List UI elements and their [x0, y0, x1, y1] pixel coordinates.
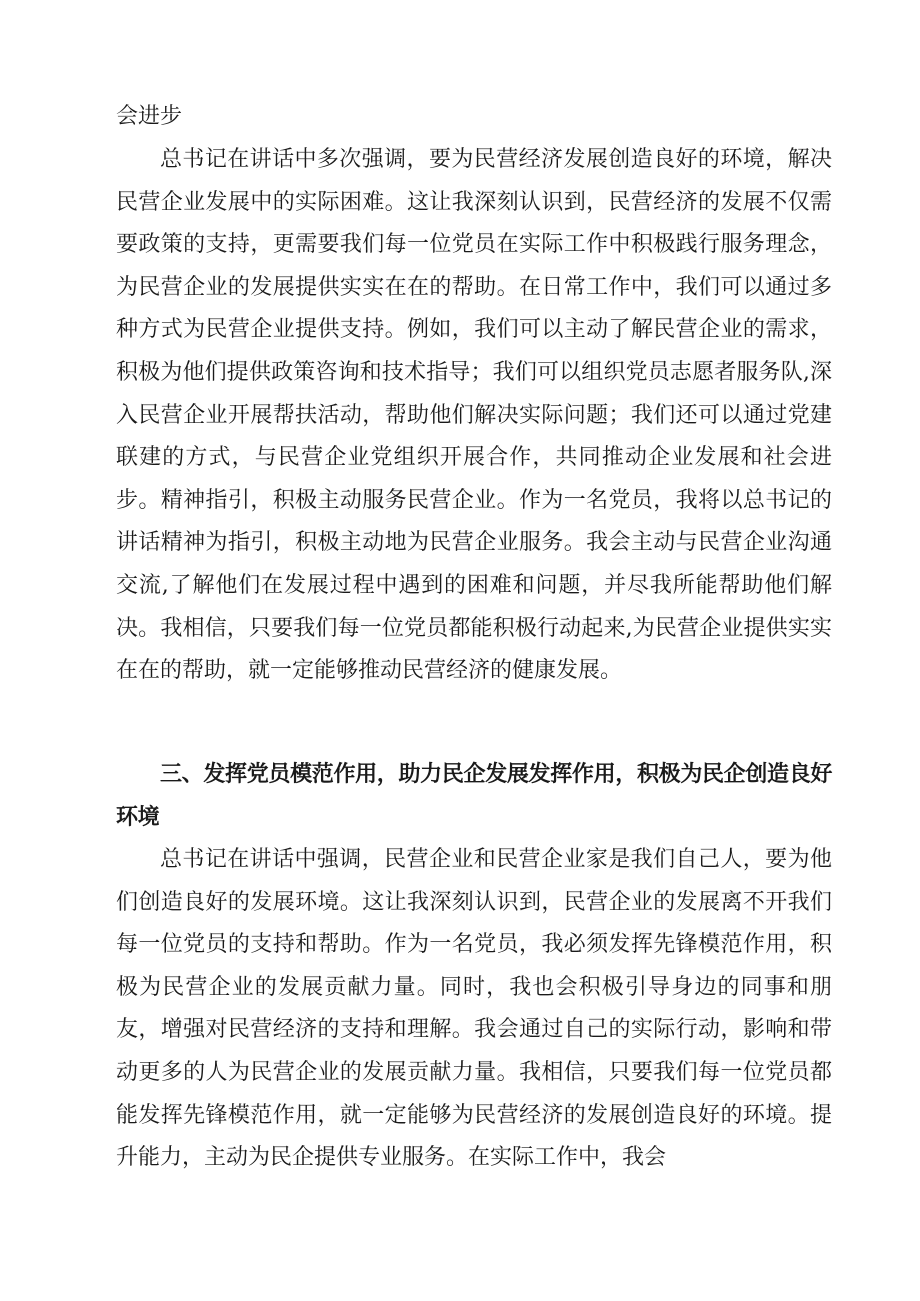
- section-heading: 三、发挥党员模范作用，助力民企发展发挥作用，积极为民企创造良好环境: [116, 762, 832, 830]
- body-paragraph-1: 总书记在讲话中多次强调，要为民营经济发展创造良好的环境，解决民营企业发展中的实际困难。这让我深刻认识到，民营经济的发展不仅需要政策的支持，更需要我们每一位党员在实际工作中积极践行服务理念，为民营企业的发展提供实实在在的帮助。在日常工作中，我们可以通过多种方式为民营企业提供支持。例如，我们可以主动了解民营企业的需求，积极为他们提供政策咨询和技术指导；我们可以组织党员志愿者服务队,深入民营企业开展帮扶活动，帮助他们解决实际问题；我们还可以通过党建联建的方式，与民营企业党组织开展合作，共同推动企业发展和社会进步。精神指引，积极主动服务民营企业。作为一名党员，我将以总书记的讲话精神为指引，积极主动地为民营企业服务。我会主动与民营企业沟通交流,了解他们在发展过程中遇到的困难和问题，并尽我所能帮助他们解决。我相信，只要我们每一位党员都能积极行动起来,为民营企业提供实实在在的帮助，就一定能够推动民营经济的健康发展。: [116, 147, 832, 684]
- body-paragraph-2: 总书记在讲话中强调，民营企业和民营企业家是我们自己人，要为他们创造良好的发展环境。这让我深刻认识到，民营企业的发展离不开我们每一位党员的支持和帮助。作为一名党员，我必须发挥先锋模范作用，积极为民营企业的发展贡献力量。同时，我也会积极引导身边的同事和朋友，增强对民营经济的支持和理解。我会通过自己的实际行动，影响和带动更多的人为民营企业的发展贡献力量。我相信，只要我们每一位党员都能发挥先锋模范作用，就一定能够为民营经济的发展创造良好的环境。提升能力，主动为民企提供专业服务。在实际工作中，我会: [116, 847, 832, 1171]
- continuation-text: 会进步: [116, 104, 183, 129]
